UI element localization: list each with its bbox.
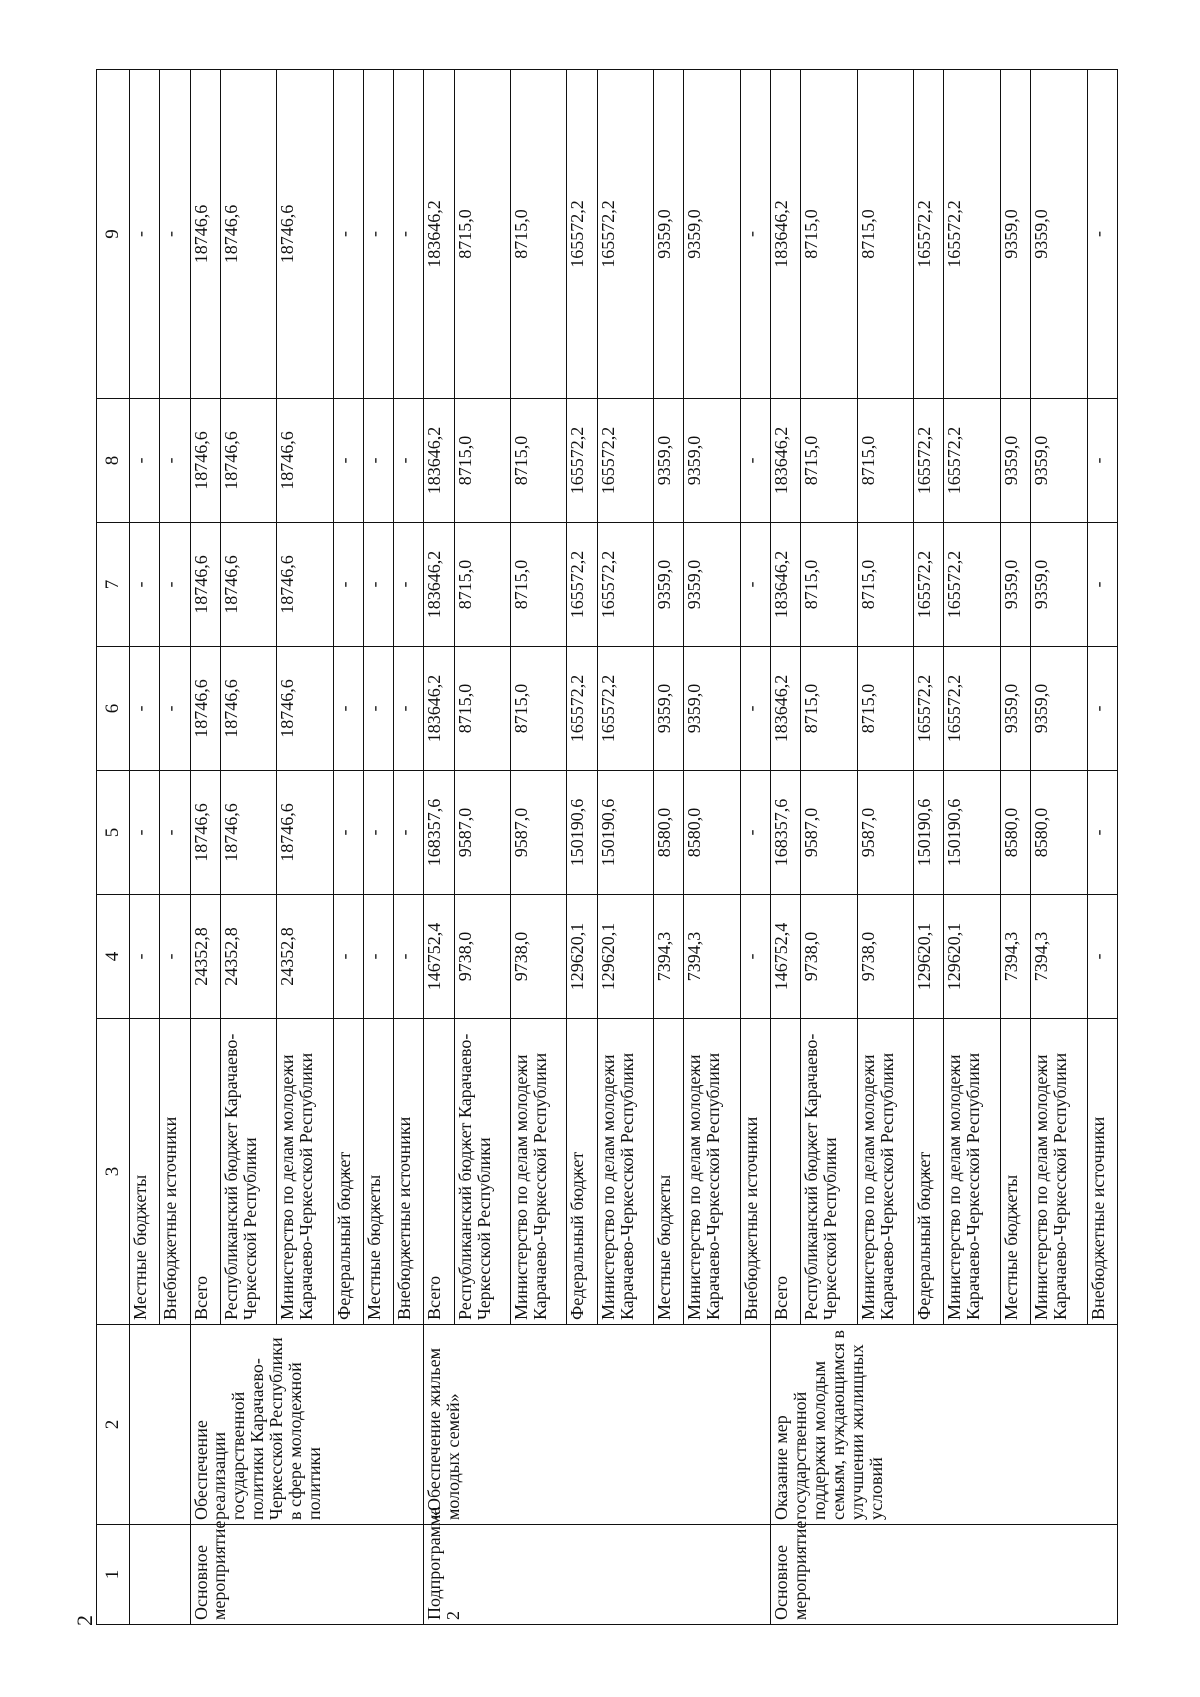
funding-source-cell: Всего — [771, 1019, 801, 1325]
value-cell: 18746,6 — [190, 523, 220, 647]
value-cell: 24352,8 — [220, 895, 276, 1019]
value-cell: 129620,1 — [944, 895, 1000, 1019]
value-cell: - — [363, 399, 393, 523]
table-row — [190, 70, 220, 1625]
value-cell: 9587,0 — [857, 771, 913, 895]
value-cell: 8715,0 — [801, 399, 857, 523]
value-cell: 8715,0 — [454, 70, 510, 399]
funding-source-cell: Местные бюджеты — [654, 1019, 684, 1325]
value-cell: 8715,0 — [511, 647, 567, 771]
column-header: 1 — [97, 1525, 130, 1625]
value-cell: 7394,3 — [654, 895, 684, 1019]
value-cell: 9359,0 — [1031, 70, 1087, 399]
value-cell: 9587,0 — [801, 771, 857, 895]
value-cell: - — [130, 895, 160, 1019]
value-cell: 165572,2 — [914, 399, 944, 523]
value-cell: 8715,0 — [454, 523, 510, 647]
value-cell: 24352,8 — [190, 895, 220, 1019]
value-cell: - — [130, 523, 160, 647]
row-category-cell — [130, 1525, 191, 1625]
value-cell: 18746,6 — [190, 399, 220, 523]
value-cell: - — [130, 70, 160, 399]
value-cell: 8715,0 — [511, 70, 567, 399]
value-cell: 9359,0 — [1031, 647, 1087, 771]
value-cell: 9738,0 — [801, 895, 857, 1019]
value-cell: 9359,0 — [1031, 523, 1087, 647]
value-cell: 165572,2 — [944, 523, 1000, 647]
value-cell: - — [160, 70, 190, 399]
value-cell: - — [333, 70, 363, 399]
value-cell: 150190,6 — [914, 771, 944, 895]
value-cell: - — [160, 647, 190, 771]
value-cell: 9359,0 — [1000, 647, 1030, 771]
funding-source-cell: Федеральный бюджет — [567, 1019, 597, 1325]
value-cell: 183646,2 — [771, 399, 801, 523]
row-category-cell: Основное мероприятие — [190, 1525, 424, 1625]
column-header: 6 — [97, 647, 130, 771]
value-cell: - — [394, 399, 424, 523]
value-cell: 7394,3 — [1000, 895, 1030, 1019]
value-cell: 183646,2 — [771, 523, 801, 647]
value-cell: - — [1087, 895, 1117, 1019]
value-cell: - — [394, 771, 424, 895]
value-cell: 7394,3 — [1031, 895, 1087, 1019]
value-cell: - — [363, 523, 393, 647]
value-cell: - — [363, 771, 393, 895]
row-category-cell: Основное мероприятие — [771, 1525, 1118, 1625]
value-cell: - — [1087, 771, 1117, 895]
funding-source-cell: Министерство по делам молодежи Карачаево-Черкесской Республики — [944, 1019, 1000, 1325]
value-cell: 146752,4 — [424, 895, 454, 1019]
value-cell: 8715,0 — [857, 647, 913, 771]
value-cell: 8580,0 — [1031, 771, 1087, 895]
funding-source-cell: Федеральный бюджет — [914, 1019, 944, 1325]
value-cell: 24352,8 — [277, 895, 333, 1019]
value-cell: 8580,0 — [684, 771, 740, 895]
value-cell: 168357,6 — [424, 771, 454, 895]
value-cell: - — [740, 895, 770, 1019]
value-cell: 18746,6 — [220, 523, 276, 647]
value-cell: 18746,6 — [277, 647, 333, 771]
value-cell: 8715,0 — [511, 523, 567, 647]
header-row — [97, 70, 130, 1625]
row-category-cell: Подпрограмма 2 — [424, 1525, 771, 1625]
value-cell: 165572,2 — [567, 523, 597, 647]
value-cell: - — [160, 771, 190, 895]
funding-source-cell: Министерство по делам молодежи Карачаево-Черкесской Республики — [684, 1019, 740, 1325]
value-cell: 9359,0 — [654, 70, 684, 399]
column-header: 5 — [97, 771, 130, 895]
value-cell: 9587,0 — [511, 771, 567, 895]
value-cell: 183646,2 — [424, 647, 454, 771]
column-header: 2 — [97, 1325, 130, 1525]
column-header: 8 — [97, 399, 130, 523]
value-cell: 9359,0 — [654, 399, 684, 523]
value-cell: 8715,0 — [454, 647, 510, 771]
value-cell: 18746,6 — [277, 399, 333, 523]
column-header: 9 — [97, 70, 130, 399]
value-cell: - — [740, 70, 770, 399]
value-cell: 8715,0 — [801, 523, 857, 647]
funding-source-cell: Республиканский бюджет Карачаево-Черкесской Республики — [801, 1019, 857, 1325]
value-cell: - — [160, 399, 190, 523]
value-cell: 165572,2 — [944, 647, 1000, 771]
value-cell: - — [333, 399, 363, 523]
value-cell: 9359,0 — [1000, 523, 1030, 647]
value-cell: 165572,2 — [597, 647, 653, 771]
value-cell: - — [333, 895, 363, 1019]
value-cell: 8580,0 — [654, 771, 684, 895]
value-cell: 165572,2 — [914, 70, 944, 399]
funding-source-cell: Местные бюджеты — [130, 1019, 160, 1325]
value-cell: 18746,6 — [220, 647, 276, 771]
funding-source-cell: Всего — [190, 1019, 220, 1325]
value-cell: 183646,2 — [424, 523, 454, 647]
funding-source-cell: Министерство по делам молодежи Карачаево-Черкесской Республики — [597, 1019, 653, 1325]
funding-source-cell: Внебюджетные источники — [740, 1019, 770, 1325]
value-cell: - — [740, 399, 770, 523]
funding-source-cell: Министерство по делам молодежи Карачаево-Черкесской Республики — [857, 1019, 913, 1325]
row-title-cell: «Обеспечение жильем молодых семей» — [424, 1325, 771, 1525]
value-cell: 9359,0 — [654, 523, 684, 647]
value-cell: 8715,0 — [857, 70, 913, 399]
value-cell: 9738,0 — [454, 895, 510, 1019]
value-cell: 183646,2 — [424, 399, 454, 523]
value-cell: 9359,0 — [684, 70, 740, 399]
value-cell: 8715,0 — [801, 647, 857, 771]
value-cell: 150190,6 — [944, 771, 1000, 895]
table-row — [424, 70, 454, 1625]
value-cell: 9359,0 — [684, 399, 740, 523]
value-cell: - — [130, 647, 160, 771]
rotated-table-container — [96, 70, 1118, 1625]
value-cell: - — [363, 70, 393, 399]
value-cell: 9359,0 — [1000, 399, 1030, 523]
value-cell: 9359,0 — [654, 647, 684, 771]
table-row — [130, 70, 160, 1625]
value-cell: - — [333, 771, 363, 895]
row-title-cell: Оказание мер государственной поддержки молодым семьям, нуждающимся в улучшении жилищных условий — [771, 1325, 1118, 1525]
column-header: 7 — [97, 523, 130, 647]
value-cell: 168357,6 — [771, 771, 801, 895]
value-cell: 165572,2 — [597, 399, 653, 523]
value-cell: - — [1087, 647, 1117, 771]
value-cell: - — [363, 647, 393, 771]
value-cell: 129620,1 — [597, 895, 653, 1019]
value-cell: 18746,6 — [277, 523, 333, 647]
value-cell: 165572,2 — [944, 399, 1000, 523]
value-cell: 8715,0 — [801, 70, 857, 399]
value-cell: - — [160, 523, 190, 647]
funding-source-cell: Республиканский бюджет Карачаево-Черкесской Республики — [454, 1019, 510, 1325]
value-cell: - — [740, 771, 770, 895]
value-cell: - — [394, 523, 424, 647]
funding-source-cell: Всего — [424, 1019, 454, 1325]
value-cell: 18746,6 — [220, 70, 276, 399]
value-cell: - — [394, 70, 424, 399]
row-title-cell — [130, 1325, 191, 1525]
value-cell: 9359,0 — [684, 523, 740, 647]
column-header: 4 — [97, 895, 130, 1019]
value-cell: 9587,0 — [454, 771, 510, 895]
value-cell: - — [740, 647, 770, 771]
value-cell: 165572,2 — [567, 70, 597, 399]
funding-source-cell: Внебюджетные источники — [160, 1019, 190, 1325]
row-title-cell: Обеспечение реализации государственной политики Карачаево-Черкесской Республики в сфере молодежной политики — [190, 1325, 424, 1525]
value-cell: 165572,2 — [914, 523, 944, 647]
funding-source-cell: Республиканский бюджет Карачаево-Черкесской Республики — [220, 1019, 276, 1325]
value-cell: - — [1087, 523, 1117, 647]
value-cell: 150190,6 — [567, 771, 597, 895]
funding-source-cell: Местные бюджеты — [1000, 1019, 1030, 1325]
value-cell: 9738,0 — [511, 895, 567, 1019]
value-cell: - — [130, 399, 160, 523]
table-row — [771, 70, 801, 1625]
value-cell: - — [333, 647, 363, 771]
value-cell: 146752,4 — [771, 895, 801, 1019]
value-cell: 18746,6 — [277, 70, 333, 399]
value-cell: 18746,6 — [220, 399, 276, 523]
funding-source-cell: Федеральный бюджет — [333, 1019, 363, 1325]
value-cell: 165572,2 — [567, 399, 597, 523]
value-cell: - — [394, 647, 424, 771]
value-cell: 165572,2 — [597, 523, 653, 647]
value-cell: - — [1087, 70, 1117, 399]
value-cell: 8715,0 — [511, 399, 567, 523]
value-cell: 9359,0 — [684, 647, 740, 771]
value-cell: - — [333, 523, 363, 647]
value-cell: 18746,6 — [190, 70, 220, 399]
value-cell: - — [1087, 399, 1117, 523]
value-cell: 150190,6 — [597, 771, 653, 895]
value-cell: 129620,1 — [567, 895, 597, 1019]
table-body — [130, 70, 1118, 1625]
value-cell: 183646,2 — [424, 70, 454, 399]
funding-source-cell: Местные бюджеты — [363, 1019, 393, 1325]
value-cell: 165572,2 — [567, 647, 597, 771]
value-cell: 129620,1 — [914, 895, 944, 1019]
page-number: 2 — [72, 1615, 97, 1626]
value-cell: 7394,3 — [684, 895, 740, 1019]
value-cell: 9738,0 — [857, 895, 913, 1019]
funding-source-cell: Министерство по делам молодежи Карачаево-Черкесской Республики — [511, 1019, 567, 1325]
value-cell: 9359,0 — [1031, 399, 1087, 523]
value-cell: - — [130, 771, 160, 895]
value-cell: - — [363, 895, 393, 1019]
value-cell: 165572,2 — [944, 70, 1000, 399]
value-cell: 8715,0 — [857, 399, 913, 523]
value-cell: 8715,0 — [454, 399, 510, 523]
value-cell: 18746,6 — [190, 647, 220, 771]
value-cell: 165572,2 — [914, 647, 944, 771]
value-cell: 183646,2 — [771, 70, 801, 399]
value-cell: 18746,6 — [190, 771, 220, 895]
value-cell: - — [160, 895, 190, 1019]
budget-table — [96, 69, 1118, 1625]
value-cell: 8580,0 — [1000, 771, 1030, 895]
funding-source-cell: Внебюджетные источники — [394, 1019, 424, 1325]
value-cell: 8715,0 — [857, 523, 913, 647]
value-cell: - — [394, 895, 424, 1019]
value-cell: 18746,6 — [220, 771, 276, 895]
value-cell: 9359,0 — [1000, 70, 1030, 399]
funding-source-cell: Внебюджетные источники — [1087, 1019, 1117, 1325]
value-cell: 165572,2 — [597, 70, 653, 399]
funding-source-cell: Министерство по делам молодежи Карачаево-Черкесской Республики — [1031, 1019, 1087, 1325]
funding-source-cell: Министерство по делам молодежи Карачаево-Черкесской Республики — [277, 1019, 333, 1325]
value-cell: 18746,6 — [277, 771, 333, 895]
value-cell: - — [740, 523, 770, 647]
column-header: 3 — [97, 1019, 130, 1325]
value-cell: 183646,2 — [771, 647, 801, 771]
